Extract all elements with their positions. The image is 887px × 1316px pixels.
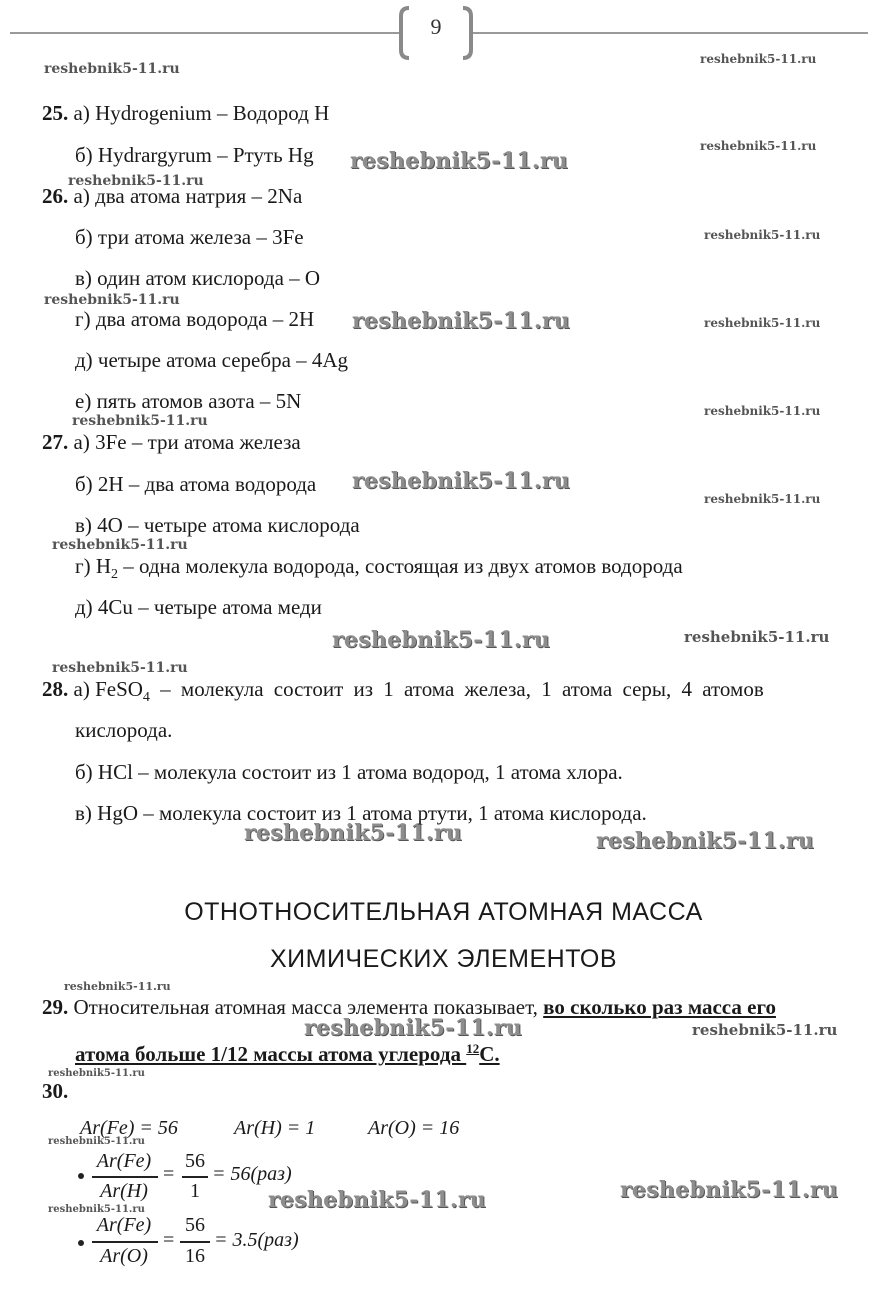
- section-heading-line1: ОТНОТНОСИТЕЛЬНАЯ АТОМНАЯ МАССА: [184, 898, 703, 926]
- task-number: 29.: [42, 995, 69, 1019]
- task-28-c: в) HgO – молекула состоит из 1 атома ртути, 1 атома кислорода.: [75, 801, 647, 825]
- task-29: [42, 994, 776, 1020]
- watermark: reshebnik5-11.ru: [704, 228, 821, 242]
- task-number: 27.: [42, 430, 69, 454]
- watermark: reshebnik5-11.ru: [52, 660, 188, 676]
- answer-text: – молекула состоит из 1 атома железа, 1 атома серы, 4 атомов: [149, 677, 764, 701]
- task-30-number: 30.: [42, 1079, 69, 1103]
- task-27-a: [42, 429, 301, 455]
- carbon-symbol: C.: [479, 1042, 500, 1066]
- fraction-2-result: = 3.5(раз): [214, 1229, 299, 1251]
- answer-text: а) Hydrogenium – Водород H: [73, 101, 330, 125]
- task-28-b: б) HCl – молекула состоит из 1 атома водород, 1 атома хлора.: [75, 760, 623, 784]
- page-number-frame: [397, 6, 475, 58]
- watermark: reshebnik5-11.ru: [44, 292, 180, 308]
- fraction-2-bar: [92, 1241, 158, 1243]
- isotope-mass: 12: [466, 1041, 480, 1056]
- fraction-2-value-num: 56: [185, 1214, 205, 1236]
- watermark-large: reshebnik5-11.ru: [352, 468, 571, 494]
- equals: =: [163, 1229, 175, 1251]
- watermark: reshebnik5-11.ru: [64, 980, 171, 993]
- fraction-1-value-num: 56: [185, 1150, 205, 1172]
- ar-o: Ar(O) = 16: [368, 1117, 460, 1139]
- answer-text: а) FeSO: [73, 677, 143, 701]
- fraction-1-numerator: Ar(Fe): [96, 1150, 152, 1172]
- header-rule-right: [472, 32, 868, 34]
- watermark: reshebnik5-11.ru: [700, 139, 817, 153]
- header-rule-left: [10, 32, 400, 34]
- definition-highlight: атома больше 1/12 массы атома углерода: [75, 1042, 467, 1066]
- section-heading-line2: ХИМИЧЕСКИХ ЭЛЕМЕНТОВ: [269, 945, 618, 973]
- watermark-large: reshebnik5-11.ru: [244, 820, 463, 846]
- task-number: 28.: [42, 677, 69, 701]
- task-29-cont: [75, 1036, 500, 1067]
- task-27-d: [75, 553, 683, 588]
- fraction-2-value-den: 16: [185, 1245, 205, 1267]
- answer-text: а) два атома натрия – 2Na: [73, 184, 303, 208]
- subscript: 2: [111, 567, 119, 583]
- answer-text: г) H: [75, 554, 112, 578]
- watermark: reshebnik5-11.ru: [48, 1136, 145, 1147]
- watermark: reshebnik5-11.ru: [72, 413, 208, 429]
- watermark: reshebnik5-11.ru: [68, 173, 204, 189]
- fraction-1-result: = 56(раз): [212, 1163, 292, 1185]
- task-26-d: г) два атома водорода – 2H: [75, 307, 315, 331]
- watermark-large: reshebnik5-11.ru: [620, 1177, 839, 1203]
- fraction-2-denominator: Ar(O): [100, 1245, 148, 1267]
- task-number: 26.: [42, 184, 69, 208]
- task-26-a: [42, 183, 302, 209]
- watermark: reshebnik5-11.ru: [704, 316, 821, 330]
- task-25-b: б) Hydrargyrum – Ртуть Hg: [75, 143, 314, 167]
- fraction-1-value-bar: [182, 1176, 208, 1178]
- watermark: reshebnik5-11.ru: [48, 1204, 145, 1215]
- task-number: 25.: [42, 101, 69, 125]
- bullet: [78, 1173, 84, 1179]
- task-25-a: [42, 100, 329, 126]
- ar-h: Ar(H) = 1: [234, 1117, 316, 1139]
- watermark-large: reshebnik5-11.ru: [332, 627, 551, 653]
- task-26-b: б) три атома железа – 3Fe: [75, 225, 304, 249]
- bullet: [78, 1240, 84, 1246]
- equals: =: [163, 1163, 175, 1185]
- subscript: 4: [142, 690, 150, 706]
- task-27-c: в) 4O – четыре атома кислорода: [75, 513, 360, 537]
- watermark: reshebnik5-11.ru: [52, 537, 188, 553]
- fraction-1-denominator: Ar(H): [100, 1180, 148, 1202]
- watermark: reshebnik5-11.ru: [704, 404, 821, 418]
- watermark-large: reshebnik5-11.ru: [352, 308, 571, 334]
- fraction-1-value-den: 1: [190, 1180, 200, 1202]
- watermark: reshebnik5-11.ru: [48, 1068, 145, 1079]
- task-27-b: б) 2H – два атома водорода: [75, 472, 317, 496]
- watermark: reshebnik5-11.ru: [704, 492, 821, 506]
- watermark-large: reshebnik5-11.ru: [350, 148, 569, 174]
- task-27-e: д) 4Cu – четыре атома меди: [75, 595, 322, 619]
- ar-fe: Ar(Fe) = 56: [80, 1117, 178, 1139]
- fraction-2-value-bar: [180, 1241, 210, 1243]
- fraction-2-numerator: Ar(Fe): [96, 1214, 152, 1236]
- definition-highlight: во сколько раз масса его: [543, 995, 776, 1019]
- watermark: reshebnik5-11.ru: [44, 61, 180, 77]
- task-26-f: е) пять атомов азота – 5N: [75, 389, 302, 413]
- fraction-1-bar: [92, 1176, 158, 1178]
- task-26-c: в) один атом кислорода – O: [75, 266, 321, 290]
- task-26-e: д) четыре атома серебра – 4Ag: [75, 348, 349, 372]
- watermark: reshebnik5-11.ru: [692, 1021, 838, 1039]
- watermark-large: reshebnik5-11.ru: [304, 1015, 523, 1041]
- task-28-a-cont: кислорода.: [75, 718, 173, 742]
- task-28-a: [42, 676, 867, 711]
- watermark-large: reshebnik5-11.ru: [268, 1187, 487, 1213]
- watermark: reshebnik5-11.ru: [684, 628, 830, 646]
- watermark-large: reshebnik5-11.ru: [596, 828, 815, 854]
- watermark: reshebnik5-11.ru: [700, 52, 817, 66]
- answer-text: а) 3Fe – три атома железа: [73, 430, 301, 454]
- answer-text: – одна молекула водорода, состоящая из двух атомов водорода: [118, 554, 683, 578]
- page-number: 9: [430, 14, 442, 39]
- definition-text: Относительная атомная масса элемента показывает,: [73, 995, 544, 1019]
